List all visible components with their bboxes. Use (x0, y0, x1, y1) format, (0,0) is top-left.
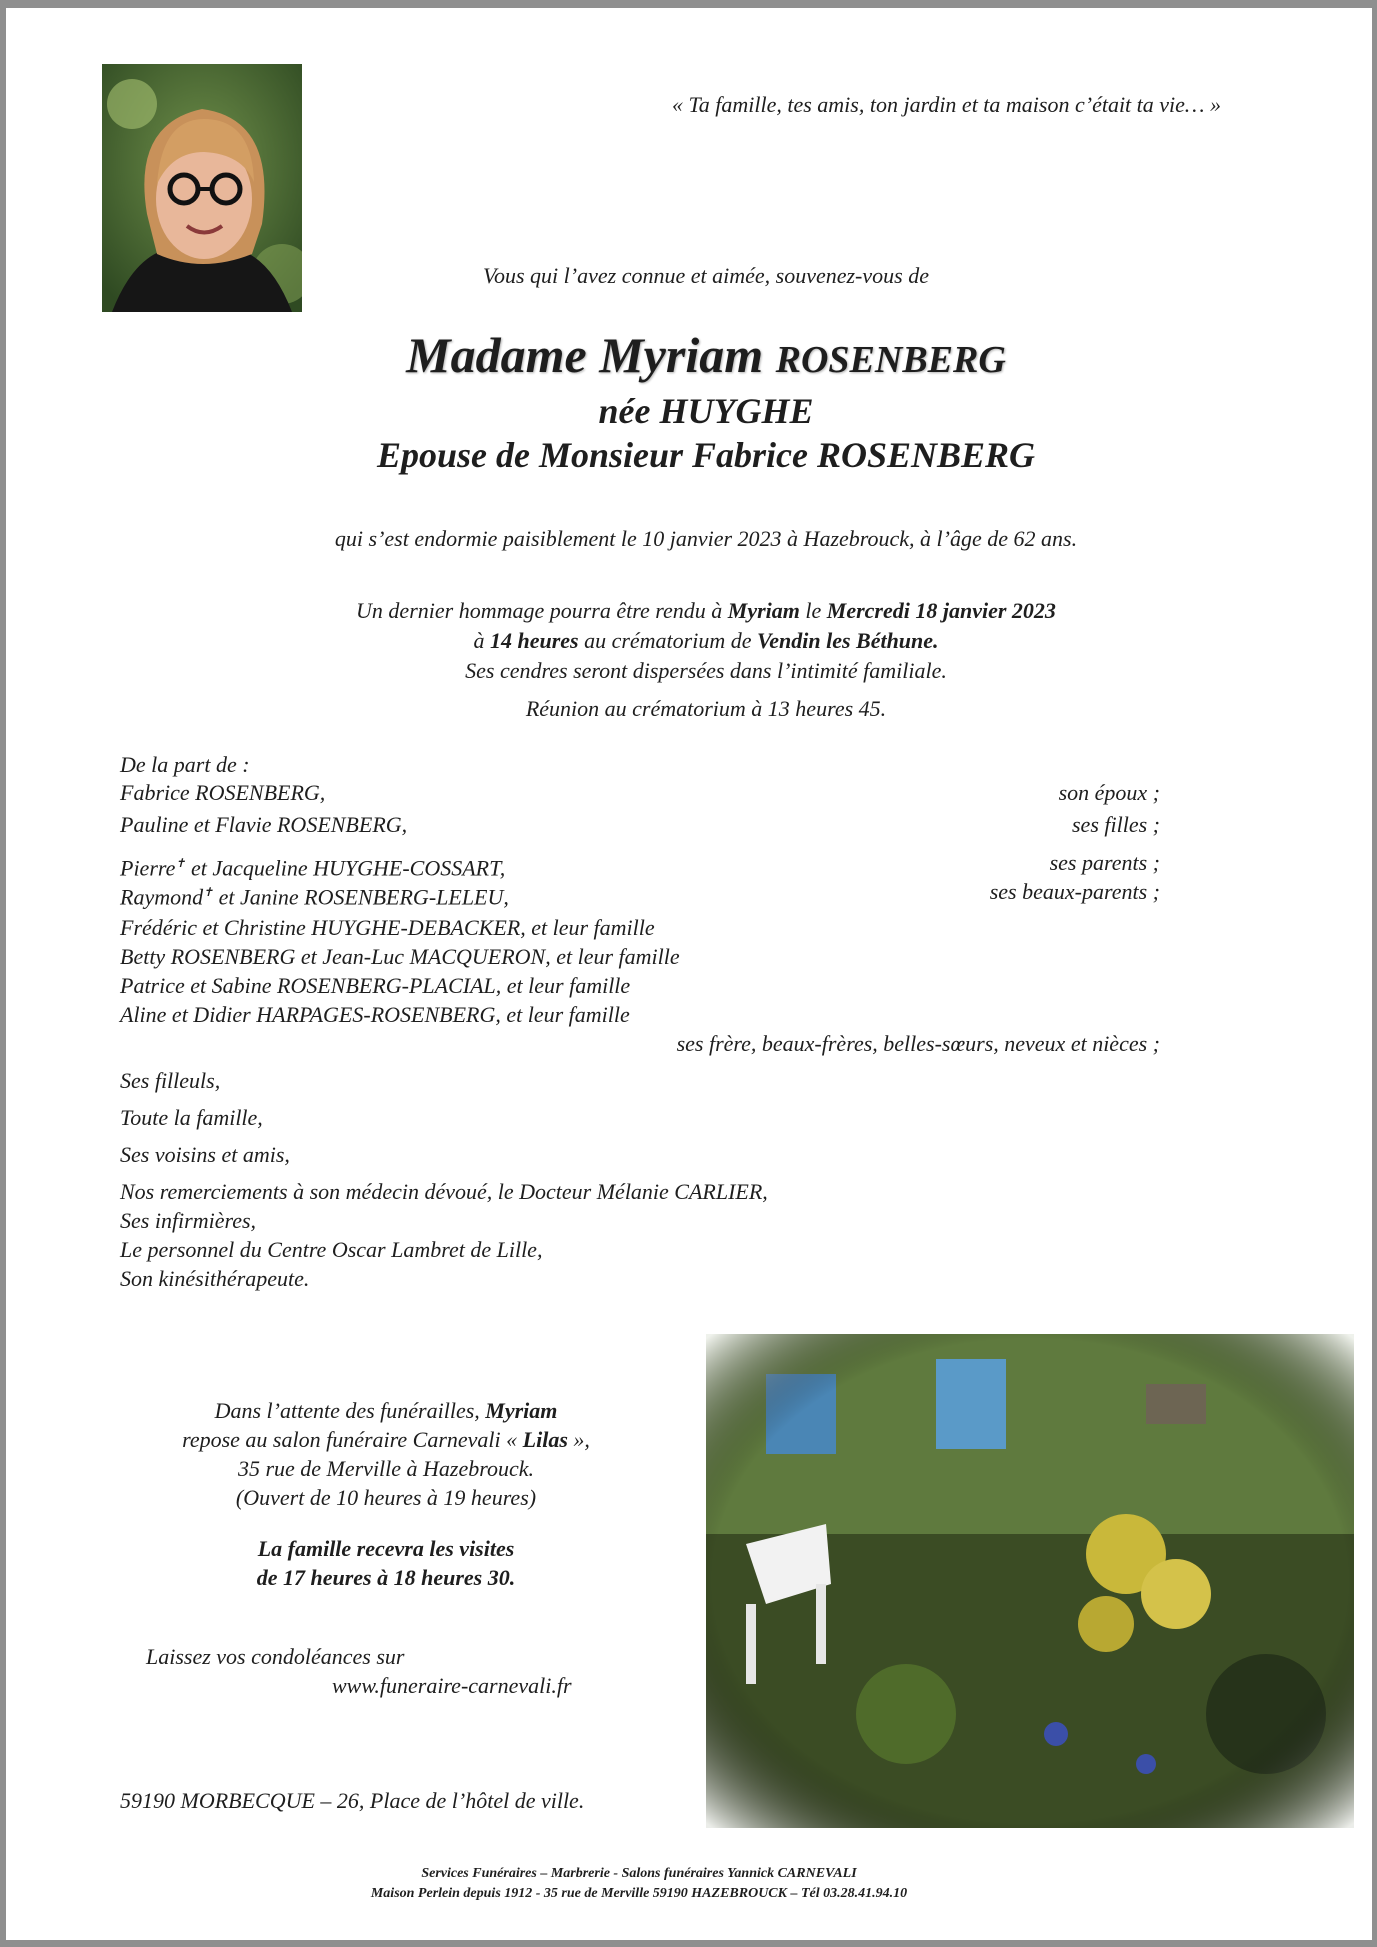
text: repose au salon funéraire Carnevali « (182, 1427, 523, 1452)
intro-line: Vous qui l’avez connue et aimée, souvenez-vous de (483, 263, 929, 288)
text: et Jacqueline HUYGHE-COSSART, (185, 855, 506, 881)
family-relation: son époux ; (1058, 780, 1160, 805)
sibling-line: Aline et Didier HARPAGES-ROSENBERG, et leur famille (120, 1002, 630, 1027)
fh-line-2 (136, 1425, 636, 1454)
siblings-relation: ses frère, beaux-frères, belles-sœurs, neveux et nièces ; (676, 1031, 1160, 1056)
footer (6, 1864, 1322, 1904)
family-row (120, 877, 1160, 913)
ceremony-place: Vendin les Béthune. (757, 628, 939, 653)
fh-line-1 (136, 1396, 636, 1425)
text: et Janine ROSENBERG-LELEU, (213, 884, 509, 910)
thanks-line: Son kinésithérapeute. (120, 1266, 310, 1291)
sibling-line: Frédéric et Christine HUYGHE-DEBACKER, et leur famille (120, 915, 655, 940)
family-relation: ses filles ; (1072, 812, 1160, 837)
visits-line-1: La famille recevra les visites (257, 1536, 515, 1561)
epigraph-quote: « Ta famille, tes amis, ton jardin et ta maison c’était ta vie… » (672, 92, 1221, 117)
address-line: 59190 MORBECQUE – 26, Place de l’hôtel de ville. (120, 1788, 585, 1813)
family-relation: ses beaux-parents ; (989, 879, 1160, 904)
family-section (120, 750, 1160, 1293)
text: Raymond (120, 884, 204, 910)
ceremony-details (6, 596, 1372, 724)
footer-line-1: Services Funéraires – Marbrerie - Salons funéraires Yannick CARNEVALI (421, 1866, 857, 1881)
garden-photo (706, 1334, 1354, 1828)
ceremony-time: 14 heures (489, 628, 579, 653)
siblings-list (120, 913, 1160, 1058)
ceremony-line-4: Réunion au crématorium à 13 heures 45. (525, 696, 887, 721)
spouse-line: Epouse de Monsieur Fabrice ROSENBERG (376, 435, 1036, 475)
thanks-line: Ses infirmières, (120, 1208, 257, 1233)
fh-name: Myriam (485, 1398, 558, 1423)
ceremony-name: Myriam (727, 598, 800, 623)
ceremony-line-1 (6, 596, 1372, 626)
fh-salon: Lilas (522, 1427, 568, 1452)
footer-line-2: Maison Perlein depuis 1912 - 35 rue de Merville 59190 HAZEBROUCK – Tél 03.28.41.94.10 (370, 1886, 908, 1901)
thanks-list (120, 1177, 1160, 1293)
family-name (120, 848, 506, 881)
ceremony-date: Mercredi 18 janvier 2023 (826, 598, 1056, 623)
other-line: Ses filleuls, (120, 1068, 221, 1093)
other-line: Ses voisins et amis, (120, 1142, 290, 1167)
deceased-name (6, 326, 1372, 384)
text: Un dernier hommage pourra être rendu à (356, 598, 728, 623)
text: le (799, 598, 827, 623)
death-notice: qui s’est endormie paisiblement le 10 janvier 2023 à Hazebrouck, à l’âge de 62 ans. (334, 526, 1078, 551)
thanks-line: Nos remerciements à son médecin dévoué, le Docteur Mélanie CARLIER, (120, 1179, 768, 1204)
funeral-home-info (136, 1396, 636, 1592)
family-row (120, 810, 1160, 848)
ceremony-line-3: Ses cendres seront dispersées dans l’intimité familiale. (465, 658, 947, 683)
obituary-page (6, 8, 1372, 1940)
family-row (120, 848, 1160, 881)
ceremony-line-2 (6, 626, 1372, 656)
family-header: De la part de : (120, 752, 250, 777)
text: », (567, 1427, 590, 1452)
text: Pierre (120, 855, 176, 881)
fh-line-3: 35 rue de Merville à Hazebrouck. (237, 1456, 535, 1481)
family-relation: ses parents ; (1049, 850, 1160, 875)
text: Dans l’attente des funérailles, (214, 1398, 486, 1423)
condolences-line-1: Laissez vos condoléances sur (146, 1644, 405, 1669)
text: au crématorium de (578, 628, 757, 653)
others-list (120, 1062, 1160, 1173)
visits-line-2: de 17 heures à 18 heures 30. (256, 1565, 516, 1590)
family-name (120, 877, 509, 913)
cross-icon: ✝ (175, 856, 186, 870)
name-surname: ROSENBERG (775, 339, 1006, 381)
fh-line-4: (Ouvert de 10 heures à 19 heures) (235, 1485, 537, 1510)
sibling-line: Patrice et Sabine ROSENBERG-PLACIAL, et leur famille (120, 973, 631, 998)
maiden-name: née HUYGHE (598, 391, 814, 431)
name-first: Madame Myriam (406, 327, 764, 383)
family-row (120, 778, 1160, 810)
other-line: Toute la famille, (120, 1105, 263, 1130)
thanks-line: Le personnel du Centre Oscar Lambret de Lille, (120, 1237, 543, 1262)
condolences-url[interactable]: www.funeraire-carnevali.fr (332, 1673, 572, 1698)
text: à (473, 628, 490, 653)
family-name: Fabrice ROSENBERG, (120, 780, 326, 805)
sibling-line: Betty ROSENBERG et Jean-Luc MACQUERON, et leur famille (120, 944, 680, 969)
cross-icon: ✝ (203, 885, 214, 899)
family-name: Pauline et Flavie ROSENBERG, (120, 812, 408, 837)
